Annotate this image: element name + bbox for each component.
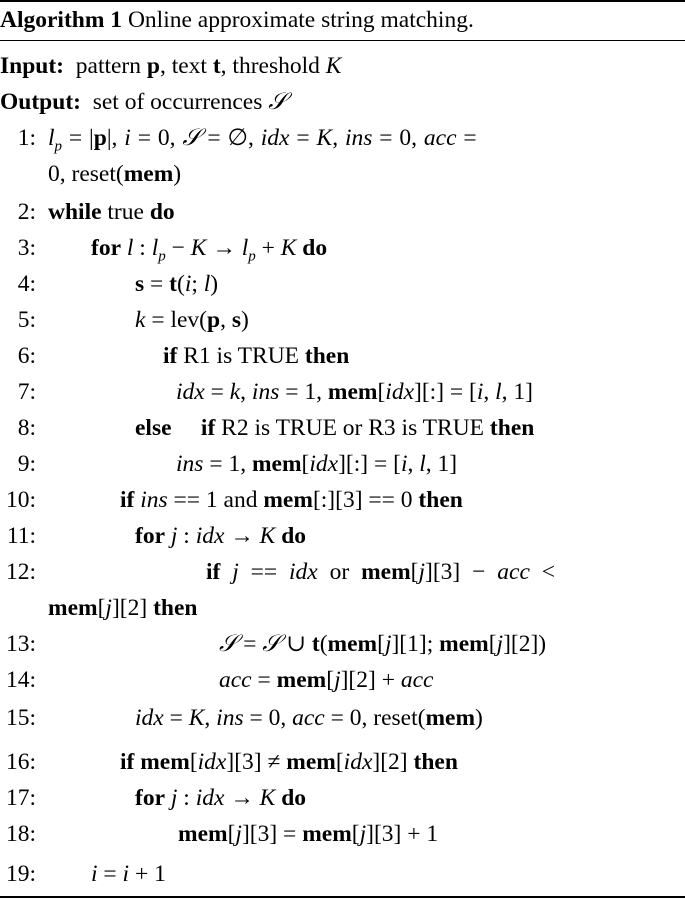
algorithm-line-3: 3: for l : $l_p - K \to l_p + K$ do (0, 230, 685, 266)
algorithm-label: Algorithm 1 (0, 7, 123, 33)
algorithm-line-19: 19: i = i + 1 (0, 856, 685, 892)
input-label: Input: (0, 53, 65, 79)
output-label: Output: (0, 89, 81, 115)
line-number: 19: (5, 861, 36, 887)
algorithm-line-9: 9: ins = 1, mem[idx][:] = [i, l, 1] (0, 446, 685, 482)
algorithm-line-4: 4: s = t(i; l) (0, 266, 685, 302)
algorithm-line-8: 8: else if R2 is TRUE or R3 is TRUE then (0, 410, 685, 446)
algorithm-line-7: 7: idx = k, ins = 1, mem[idx][:] = [i, l, 1] (0, 374, 685, 410)
algorithm-line-11: 11: for j : idx → K do (0, 518, 685, 554)
line-number: 3: (17, 235, 36, 261)
algorithm-line-10: 10: if ins == 1 and mem[:][3] == 0 then (0, 482, 685, 518)
line-number: 4: (17, 271, 36, 297)
algorithm-line-16: 16: if mem[idx][3] ≠ mem[idx][2] then (0, 744, 685, 780)
line-number: 18: (5, 821, 36, 847)
line-number: 15: (5, 705, 36, 731)
input-line: Input: pattern p, text t, threshold K (0, 53, 342, 79)
algorithm-caption (0, 2, 474, 40)
line-number: 2: (17, 199, 36, 225)
line-number: 16: (5, 749, 36, 775)
algorithm-line-13: 13: 𝒮 = 𝒮 ∪ t(mem[j][1]; mem[j][2]) (0, 626, 685, 662)
algorithm-line-6: 6: if R1 is TRUE then (0, 338, 685, 374)
line-number: 1: (17, 125, 36, 151)
algorithm-line-1-cont: 0, reset(mem) (48, 161, 182, 187)
algorithm-line-12-cont: mem[j][2] then (48, 595, 198, 621)
line-number: 11: (6, 523, 36, 549)
line-number: 13: (5, 631, 36, 657)
algorithm-line-17: 17: for j : idx → K do (0, 780, 685, 816)
line-number: 6: (17, 343, 36, 369)
algorithm-line-2: 2: while true do (0, 194, 685, 230)
algorithm-title: Online approximate string matching. (127, 7, 474, 33)
algorithm-line-1: 1: $l_p = |p|$, i = 0, 𝒮 = ∅, idx = K, ins = 0, acc = (0, 120, 685, 156)
line-number: 8: (17, 415, 36, 441)
line-number: 14: (5, 667, 36, 693)
output-line: Output: set of occurrences 𝒮 (0, 89, 287, 115)
caption-rule (0, 40, 685, 41)
algorithm-line-18: 18: mem[j][3] = mem[j][3] + 1 (0, 816, 685, 852)
algorithm-line-5: 5: k = lev(p, s) (0, 302, 685, 338)
line-number: 7: (17, 379, 36, 405)
algorithm-line-15: 15: idx = K, ins = 0, acc = 0, reset(mem) (0, 700, 685, 736)
line-number: 9: (17, 451, 36, 477)
line-number: 12: (5, 559, 36, 585)
line-number: 17: (5, 785, 36, 811)
algorithm-line-14: 14: acc = mem[j][2] + acc (0, 662, 685, 698)
line-number: 10: (5, 487, 36, 513)
algorithm-line-12: 12: if j == idx or mem[j][3] − acc < (0, 554, 685, 590)
bottom-rule (0, 896, 685, 898)
line-number: 5: (17, 307, 36, 333)
